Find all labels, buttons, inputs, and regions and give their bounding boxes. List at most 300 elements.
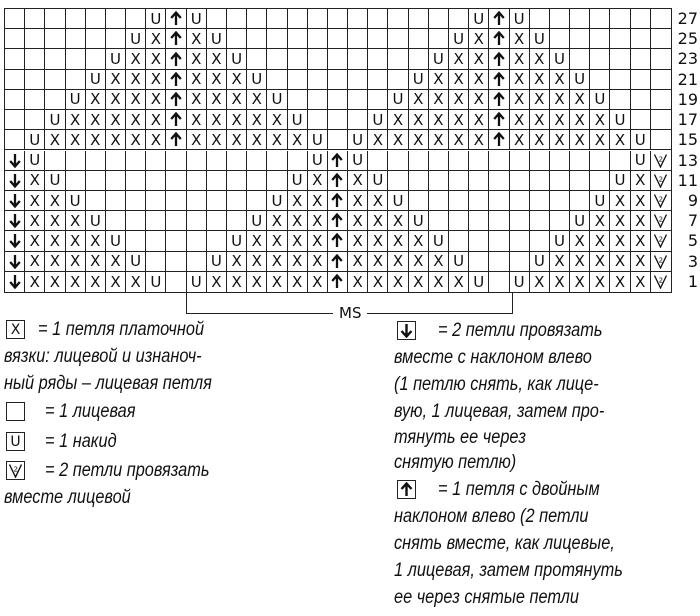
- k2tog-cell: [651, 252, 671, 272]
- garter-cell: X: [207, 49, 227, 69]
- knit-cell: [126, 191, 146, 211]
- row-number: 21: [677, 69, 698, 89]
- yarn-over-cell: U: [66, 191, 86, 211]
- knit-cell: [328, 130, 348, 150]
- double-decrease-cell: [328, 191, 348, 211]
- knit-cell: [550, 211, 570, 231]
- garter-cell: X: [25, 231, 45, 251]
- yarn-over-cell: U: [106, 231, 126, 251]
- legend-k2tog-symbol: [6, 461, 25, 480]
- knit-cell: [227, 9, 247, 29]
- garter-cell: X: [86, 130, 106, 150]
- garter-cell: X: [146, 29, 166, 49]
- garter-cell: X: [368, 252, 388, 272]
- garter-cell: X: [207, 272, 227, 292]
- knit-cell: [570, 49, 590, 69]
- knit-cell: [429, 191, 449, 211]
- knit-cell: [86, 151, 106, 171]
- knit-cell: [631, 70, 651, 90]
- k2tog-cell: [651, 231, 671, 251]
- knit-cell: [449, 9, 469, 29]
- row-number: 27: [677, 9, 698, 28]
- legend-ssk-line-6: снятую петлю): [394, 452, 517, 473]
- double-decrease-cell: [489, 130, 509, 150]
- knit-cell: [247, 171, 267, 191]
- garter-cell: X: [570, 252, 590, 272]
- k2tog-cell: [651, 151, 671, 171]
- knit-cell: [651, 49, 671, 69]
- knit-cell: [328, 49, 348, 69]
- knit-cell: [510, 151, 530, 171]
- yarn-over-cell: U: [449, 252, 469, 272]
- knit-cell: [166, 231, 186, 251]
- garter-cell: X: [146, 130, 166, 150]
- legend-dbl-line-3: снять вместе, как лицевые,: [394, 533, 615, 554]
- knit-cell: [247, 29, 267, 49]
- arrow-up-icon: [170, 11, 182, 26]
- knit-cell: [388, 49, 408, 69]
- knit-cell: [207, 151, 227, 171]
- knit-cell: [166, 191, 186, 211]
- garter-cell: X: [288, 130, 308, 150]
- knit-cell: [166, 151, 186, 171]
- knit-cell: [5, 49, 25, 69]
- yarn-over-cell: U: [126, 29, 146, 49]
- row-number: 13: [677, 150, 698, 170]
- garter-cell: X: [288, 272, 308, 292]
- garter-cell: X: [348, 272, 368, 292]
- yarn-over-cell: U: [247, 211, 267, 231]
- yarn-over-cell: U: [348, 130, 368, 150]
- arrow-up-icon: [170, 31, 182, 46]
- garter-cell: X: [429, 70, 449, 90]
- garter-cell: X: [570, 90, 590, 110]
- knit-cell: [429, 171, 449, 191]
- garter-cell: X: [348, 171, 368, 191]
- knit-cell: [590, 70, 610, 90]
- yarn-over-cell: U: [126, 252, 146, 272]
- knit-cell: [631, 110, 651, 130]
- knit-cell: [66, 151, 86, 171]
- double-decrease-cell: [166, 90, 186, 110]
- garter-cell: X: [469, 90, 489, 110]
- garter-cell: X: [288, 231, 308, 251]
- knit-cell: [126, 211, 146, 231]
- arrow-up-icon: [331, 233, 343, 248]
- repeat-label: MS: [333, 304, 367, 322]
- yarn-over-cell: U: [187, 272, 207, 292]
- knit-cell: [5, 70, 25, 90]
- knit-cell: [368, 49, 388, 69]
- legend-yo-line-1: = 1 накид: [45, 431, 117, 452]
- double-decrease-cell: [489, 9, 509, 29]
- garter-cell: X: [409, 110, 429, 130]
- legend-garter-line-3: ный ряды – лицевая петля: [4, 373, 212, 394]
- row-number: 1: [687, 271, 698, 291]
- arrow-up-icon: [493, 31, 505, 46]
- yarn-over-cell: U: [86, 211, 106, 231]
- double-decrease-cell: [166, 49, 186, 69]
- arrow-up-icon: [493, 112, 505, 127]
- garter-cell: X: [409, 90, 429, 110]
- knit-cell: [247, 191, 267, 211]
- garter-cell: X: [348, 252, 368, 272]
- garter-cell: X: [590, 110, 610, 130]
- garter-cell: X: [45, 211, 65, 231]
- arrow-down-icon: [9, 173, 21, 188]
- double-decrease-cell: [328, 272, 348, 292]
- garter-cell: X: [106, 272, 126, 292]
- knitting-chart-grid: [4, 8, 672, 293]
- yarn-over-cell: U: [631, 151, 651, 171]
- legend-k2tog-line-1: = 2 петли провязать: [45, 460, 210, 481]
- garter-cell: X: [570, 110, 590, 130]
- yarn-over-cell: U: [25, 130, 45, 150]
- knit-cell: [530, 9, 550, 29]
- knit-cell: [288, 151, 308, 171]
- garter-cell: X: [530, 110, 550, 130]
- knit-cell: [166, 211, 186, 231]
- legend-ssk-symbol: [397, 321, 416, 340]
- knit-cell: [86, 9, 106, 29]
- double-decrease-cell: [166, 29, 186, 49]
- arrow-up-icon: [170, 112, 182, 127]
- yarn-over-cell: U: [590, 191, 610, 211]
- arrow-up-icon: [170, 52, 182, 67]
- knit-cell: [651, 110, 671, 130]
- knit-cell: [429, 29, 449, 49]
- garter-cell: X: [308, 252, 328, 272]
- garter-cell: X: [530, 49, 550, 69]
- garter-cell: X: [227, 252, 247, 272]
- knit-cell: [45, 70, 65, 90]
- yarn-over-cell: U: [610, 110, 630, 130]
- garter-cell: X: [631, 191, 651, 211]
- arrow-up-icon: [331, 193, 343, 208]
- row-number: 15: [677, 130, 698, 150]
- svg-text:2: 2: [658, 215, 664, 224]
- arrow-up-icon: [331, 173, 343, 188]
- garter-cell: X: [187, 130, 207, 150]
- yarn-over-cell: U: [106, 49, 126, 69]
- legend-ssk-line-2: вместе с наклоном влево: [394, 347, 592, 368]
- knit-cell: [610, 70, 630, 90]
- legend-knit-symbol: [6, 402, 25, 421]
- row-number: 7: [687, 211, 698, 231]
- garter-cell: X: [126, 110, 146, 130]
- knit-cell: [106, 9, 126, 29]
- knit-cell: [510, 171, 530, 191]
- garter-cell: X: [187, 90, 207, 110]
- k2tog-cell: [651, 272, 671, 292]
- yarn-over-cell: U: [247, 70, 267, 90]
- garter-cell: X: [126, 272, 146, 292]
- knit-cell: [308, 9, 328, 29]
- garter-cell: X: [25, 171, 45, 191]
- yarn-over-cell: U: [388, 191, 408, 211]
- garter-cell: X: [469, 29, 489, 49]
- knit-cell: [348, 90, 368, 110]
- ssk-cell: [5, 191, 25, 211]
- knit-cell: [308, 70, 328, 90]
- garter-cell: X: [86, 110, 106, 130]
- knit-cell: [550, 151, 570, 171]
- knit-cell: [5, 9, 25, 29]
- garter-cell: X: [388, 211, 408, 231]
- knit-cell: [409, 9, 429, 29]
- knit-cell: [469, 171, 489, 191]
- knit-cell: [267, 171, 287, 191]
- yarn-over-cell: U: [308, 130, 328, 150]
- garter-cell: X: [530, 90, 550, 110]
- arrow-down-icon: [9, 193, 21, 208]
- knit-cell: [550, 191, 570, 211]
- garter-cell: X: [66, 272, 86, 292]
- knit-cell: [328, 90, 348, 110]
- knit-cell: [388, 9, 408, 29]
- knit-cell: [126, 231, 146, 251]
- knit-cell: [308, 29, 328, 49]
- knit-cell: [187, 211, 207, 231]
- knit-cell: [631, 29, 651, 49]
- garter-cell: X: [610, 231, 630, 251]
- knit-cell: [510, 231, 530, 251]
- arrow-down-icon: [9, 254, 21, 269]
- garter-cell: X: [106, 130, 126, 150]
- garter-cell: X: [45, 130, 65, 150]
- svg-text:2: 2: [658, 195, 664, 204]
- knit-cell: [530, 191, 550, 211]
- garter-cell: X: [267, 211, 287, 231]
- yarn-over-cell: U: [267, 90, 287, 110]
- arrow-down-icon: [9, 274, 21, 289]
- garter-cell: X: [388, 272, 408, 292]
- knit-cell: [288, 70, 308, 90]
- knit-cell: [308, 110, 328, 130]
- yarn-over-cell: U: [45, 110, 65, 130]
- garter-cell: X: [288, 191, 308, 211]
- garter-cell: X: [590, 272, 610, 292]
- garter-cell: X: [227, 110, 247, 130]
- arrow-up-icon: [493, 11, 505, 26]
- garter-cell: X: [66, 130, 86, 150]
- garter-cell: X: [449, 70, 469, 90]
- knit-cell: [66, 70, 86, 90]
- garter-cell: X: [409, 272, 429, 292]
- double-decrease-cell: [489, 70, 509, 90]
- knit-cell: [187, 252, 207, 272]
- yarn-over-cell: U: [267, 191, 287, 211]
- k2tog-icon: [653, 173, 668, 188]
- knit-cell: [5, 130, 25, 150]
- knit-cell: [610, 151, 630, 171]
- legend-k2tog-line-2: вместе лицевой: [4, 487, 131, 508]
- knit-cell: [368, 151, 388, 171]
- yarn-over-cell: U: [207, 252, 227, 272]
- garter-cell: X: [388, 130, 408, 150]
- knit-cell: [429, 151, 449, 171]
- knit-cell: [106, 29, 126, 49]
- garter-cell: X: [146, 49, 166, 69]
- garter-cell: X: [227, 130, 247, 150]
- knit-cell: [328, 110, 348, 130]
- knit-cell: [45, 9, 65, 29]
- garter-cell: X: [66, 252, 86, 272]
- knit-cell: [66, 9, 86, 29]
- garter-cell: X: [207, 70, 227, 90]
- svg-text:2: 2: [658, 235, 664, 244]
- yarn-over-cell: U: [45, 171, 65, 191]
- knit-cell: [348, 9, 368, 29]
- garter-cell: X: [288, 211, 308, 231]
- yarn-over-cell: U: [227, 231, 247, 251]
- k2tog-icon: [653, 193, 668, 208]
- knit-cell: [530, 231, 550, 251]
- knit-cell: [429, 211, 449, 231]
- garter-cell: X: [45, 252, 65, 272]
- garter-cell: X: [429, 90, 449, 110]
- garter-cell: X: [308, 272, 328, 292]
- yarn-over-cell: U: [610, 171, 630, 191]
- knit-cell: [550, 9, 570, 29]
- yarn-over-cell: U: [530, 252, 550, 272]
- garter-cell: X: [348, 211, 368, 231]
- yarn-over-cell: U: [510, 9, 530, 29]
- garter-cell: X: [550, 272, 570, 292]
- garter-cell: X: [449, 272, 469, 292]
- knit-cell: [590, 151, 610, 171]
- ssk-cell: [5, 171, 25, 191]
- garter-cell: X: [610, 211, 630, 231]
- knit-cell: [590, 171, 610, 191]
- knit-cell: [25, 90, 45, 110]
- knit-cell: [227, 151, 247, 171]
- garter-cell: X: [631, 171, 651, 191]
- garter-cell: X: [550, 130, 570, 150]
- garter-cell: X: [86, 90, 106, 110]
- knit-cell: [146, 231, 166, 251]
- knit-cell: [45, 49, 65, 69]
- knit-cell: [570, 191, 590, 211]
- knit-cell: [267, 9, 287, 29]
- knit-cell: [530, 171, 550, 191]
- k2tog-icon: [653, 233, 668, 248]
- double-decrease-cell: [166, 70, 186, 90]
- knit-cell: [207, 231, 227, 251]
- knit-cell: [146, 151, 166, 171]
- knit-cell: [66, 171, 86, 191]
- garter-cell: X: [510, 90, 530, 110]
- svg-text:2: 2: [13, 465, 18, 474]
- double-decrease-cell: [328, 151, 348, 171]
- knit-cell: [348, 110, 368, 130]
- svg-text:2: 2: [658, 276, 664, 285]
- garter-cell: X: [469, 130, 489, 150]
- garter-cell: X: [530, 130, 550, 150]
- knit-cell: [449, 231, 469, 251]
- knit-cell: [570, 171, 590, 191]
- garter-cell: X: [106, 70, 126, 90]
- knit-cell: [106, 211, 126, 231]
- yarn-over-cell: U: [449, 29, 469, 49]
- garter-cell: X: [308, 191, 328, 211]
- yarn-over-cell: U: [530, 29, 550, 49]
- row-number: 19: [677, 89, 698, 109]
- knit-cell: [590, 49, 610, 69]
- garter-cell: X: [126, 90, 146, 110]
- ssk-cell: [5, 231, 25, 251]
- garter-cell: X: [45, 272, 65, 292]
- knit-cell: [166, 171, 186, 191]
- knit-cell: [631, 9, 651, 29]
- garter-cell: X: [570, 231, 590, 251]
- knit-cell: [469, 151, 489, 171]
- yarn-over-cell: U: [227, 49, 247, 69]
- knit-cell: [86, 191, 106, 211]
- garter-cell: X: [66, 211, 86, 231]
- knit-cell: [207, 9, 227, 29]
- ssk-cell: [5, 252, 25, 272]
- garter-cell: X: [510, 70, 530, 90]
- garter-cell: X: [631, 272, 651, 292]
- knit-cell: [106, 191, 126, 211]
- knit-cell: [308, 49, 328, 69]
- garter-cell: X: [86, 252, 106, 272]
- garter-cell: X: [610, 272, 630, 292]
- knit-cell: [146, 191, 166, 211]
- knit-cell: [348, 29, 368, 49]
- garter-cell: X: [86, 231, 106, 251]
- yarn-over-cell: U: [510, 272, 530, 292]
- garter-cell: X: [429, 130, 449, 150]
- garter-cell: X: [550, 90, 570, 110]
- garter-cell: X: [126, 130, 146, 150]
- garter-cell: X: [187, 29, 207, 49]
- garter-cell: X: [288, 252, 308, 272]
- yarn-over-cell: U: [86, 70, 106, 90]
- knit-cell: [66, 29, 86, 49]
- knit-cell: [510, 252, 530, 272]
- garter-cell: X: [610, 252, 630, 272]
- knit-cell: [348, 49, 368, 69]
- knit-cell: [45, 90, 65, 110]
- knit-cell: [590, 9, 610, 29]
- knit-cell: [106, 171, 126, 191]
- knit-cell: [530, 211, 550, 231]
- knit-cell: [368, 29, 388, 49]
- knit-cell: [126, 171, 146, 191]
- knit-cell: [651, 130, 671, 150]
- knit-cell: [449, 171, 469, 191]
- knit-cell: [651, 29, 671, 49]
- garter-cell: X: [45, 191, 65, 211]
- knit-cell: [25, 29, 45, 49]
- knit-cell: [126, 9, 146, 29]
- knit-cell: [409, 191, 429, 211]
- knit-cell: [489, 231, 509, 251]
- garter-cell: X: [388, 252, 408, 272]
- garter-cell: X: [368, 191, 388, 211]
- yarn-over-cell: U: [207, 29, 227, 49]
- yarn-over-cell: U: [146, 9, 166, 29]
- garter-cell: X: [368, 231, 388, 251]
- svg-text:2: 2: [658, 155, 664, 164]
- garter-cell: X: [187, 49, 207, 69]
- knit-cell: [227, 171, 247, 191]
- garter-cell: X: [570, 130, 590, 150]
- garter-cell: X: [207, 90, 227, 110]
- arrow-down-icon: [9, 213, 21, 228]
